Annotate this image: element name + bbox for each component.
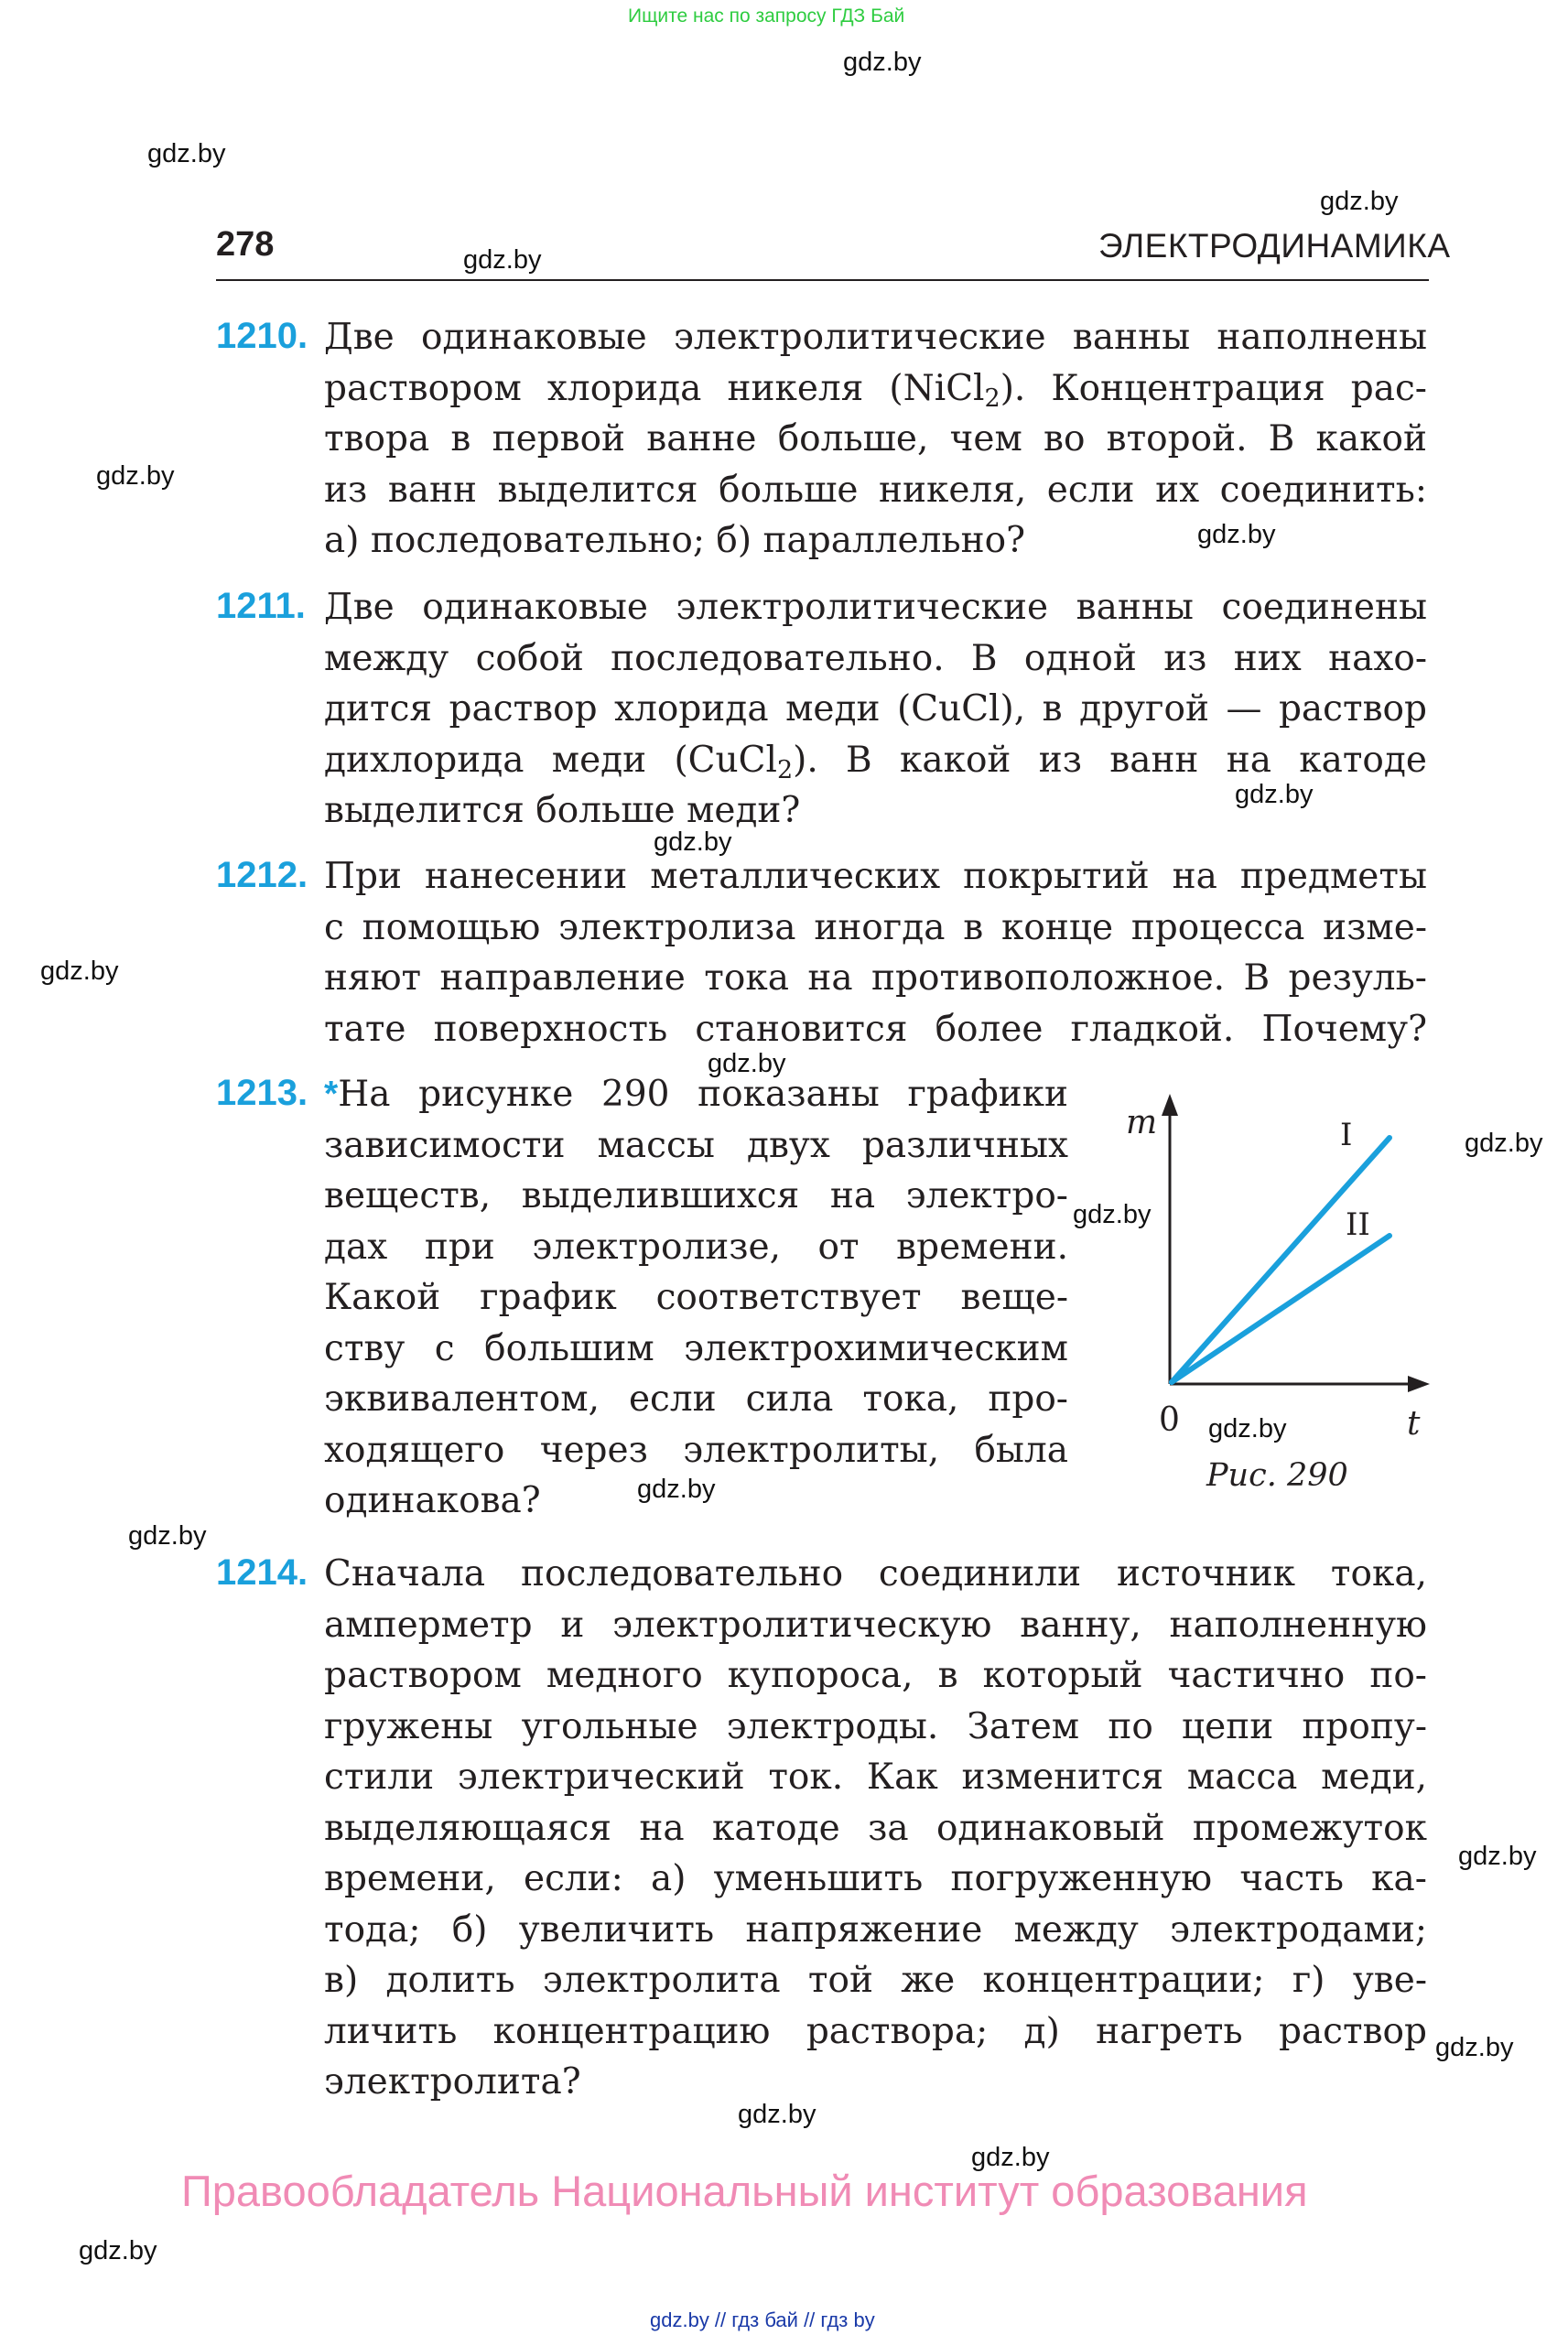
text-line-part: На рисунке 290 показаны графики (338, 1074, 1068, 1115)
text-line: между собой последовательно. В одной из них нахо- (324, 637, 1427, 679)
problem-number: 1210. (216, 316, 308, 356)
text-line-part: ). В какой из ванн на катоде (793, 739, 1427, 781)
text-line: эквивалентом, если сила тока, про- (324, 1378, 1068, 1420)
text-line: При нанесении металлических покрытий на предметы (324, 856, 1427, 897)
text-line: тода; б) увеличить напряжение между электродами; (324, 1908, 1427, 1951)
section-title: ЭЛЕКТРОДИНАМИКА (1098, 227, 1451, 265)
line-label-2: II (1346, 1206, 1370, 1243)
text-line: Сначала последовательно соединили источник тока, (324, 1553, 1427, 1595)
watermark: gdz.by (843, 48, 922, 77)
text-line: дах при электролизе, от времени. (324, 1226, 1068, 1268)
text-line: гружены угольные электроды. Затем по цепи пропу- (324, 1705, 1427, 1747)
problem-number: 1214. (216, 1552, 308, 1593)
origin-label: 0 (1159, 1401, 1180, 1439)
text-line: веществ, выделившихся на электро- (324, 1175, 1068, 1216)
top-banner[interactable]: Ищите нас по запросу ГДЗ Бай (628, 5, 905, 27)
figure-290 (1098, 1085, 1446, 1442)
text-line: раствором медного купороса, в который частично по- (324, 1655, 1427, 1696)
x-axis-arrow-icon (1408, 1376, 1430, 1392)
text-line: электролита? (324, 2061, 581, 2103)
difficulty-star: * (324, 1075, 339, 1114)
text-line: одинакова? (324, 1480, 541, 1521)
text-line: стили электрический ток. Как изменится масса меди, (324, 1757, 1427, 1798)
axis-y-label: m (1126, 1104, 1158, 1141)
text-line: личить концентрацию раствора; д) нагреть раствор (324, 2010, 1427, 2052)
text-line: ходящего через электролиты, была (324, 1429, 1068, 1471)
text-line: твора в первой ванне больше, чем во второй. В какой (324, 418, 1427, 459)
text-line-part: дихлорида меди (CuCl (324, 739, 777, 781)
text-line-part: раствором хлорида никеля (NiCl (324, 367, 985, 409)
text-line-part: ). Концентрация рас- (1000, 367, 1427, 409)
watermark: gdz.by (1458, 1842, 1537, 1871)
text-line: в) долить электролита той же концентрации; г) уве- (324, 1960, 1427, 2001)
page-number: 278 (216, 225, 275, 264)
text-line: Две одинаковые электролитические ванны наполнены (324, 317, 1427, 358)
watermark: gdz.by (971, 2143, 1050, 2172)
subscript: 2 (984, 384, 1000, 413)
watermark: gdz.by (654, 827, 732, 857)
watermark: gdz.by (1465, 1129, 1543, 1158)
text-line: Какой график соответствует веще- (324, 1277, 1068, 1318)
text-line: няют направление тока на противоположное. В резуль- (324, 957, 1427, 999)
problem-1214-text (324, 1549, 1427, 2108)
watermark: gdz.by (79, 2236, 157, 2265)
watermark: gdz.by (1320, 187, 1399, 216)
text-line (324, 735, 1427, 786)
watermark: gdz.by (1435, 2033, 1514, 2062)
watermark: gdz.by (147, 139, 226, 168)
text-line: из ванн выделится больше никеля, если их соединить: (324, 469, 1427, 511)
watermark: gdz.by (128, 1521, 207, 1551)
axis-x-label: t (1407, 1405, 1421, 1442)
watermark: gdz.by (637, 1475, 716, 1504)
text-line (324, 363, 1427, 415)
copyright-notice: Правообладатель Национальный институт образования (181, 2167, 1308, 2215)
figure-caption: Рис. 290 (1206, 1457, 1348, 1494)
text-line: ству с большим электрохимическим (324, 1327, 1068, 1369)
text-line (324, 1069, 1068, 1120)
problem-1212-text (324, 851, 1427, 1054)
problem-1210-text (324, 312, 1427, 567)
problem-1213-text (324, 1069, 1068, 1527)
text-line: зависимости массы двух различных (324, 1124, 1068, 1166)
text-line: выделится больше меди? (324, 790, 801, 831)
problem-number: 1213. (216, 1073, 308, 1113)
text-line: Две одинаковые электролитические ванны соединены (324, 587, 1427, 628)
watermark: gdz.by (708, 1049, 786, 1078)
text-line: дится раствор хлорида меди (CuCl), в другой — раствор (324, 688, 1427, 730)
text-line: времени, если: а) уменьшить погруженную часть ка- (324, 1858, 1427, 1899)
line-label-1: I (1340, 1117, 1353, 1153)
watermark: gdz.by (1208, 1414, 1287, 1443)
header-divider (216, 279, 1429, 281)
y-axis-arrow-icon (1162, 1094, 1178, 1116)
watermark: gdz.by (40, 957, 119, 986)
text-line: а) последовательно; б) параллельно? (324, 520, 1025, 561)
watermark: gdz.by (1235, 780, 1314, 809)
problem-number: 1211. (216, 586, 306, 626)
text-line: амперметр и электролитическую ванну, наполненную (324, 1604, 1427, 1646)
watermark: gdz.by (463, 245, 542, 275)
subscript: 2 (776, 755, 794, 784)
watermark: gdz.by (738, 2100, 816, 2129)
problem-1211-text (324, 582, 1427, 837)
watermark: gdz.by (1197, 520, 1276, 549)
problem-number: 1212. (216, 855, 308, 895)
text-line: с помощью электролиза иногда в конце процесса изме- (324, 906, 1427, 948)
watermark: gdz.by (96, 461, 175, 491)
text-line: тате поверхность становится более гладкой. Почему? (324, 1008, 1427, 1050)
bottom-links[interactable]: gdz.by // гдз бай // гдз by (650, 2308, 875, 2331)
text-line: выделяющаяся на катоде за одинаковый промежуток (324, 1807, 1427, 1849)
watermark: gdz.by (1073, 1200, 1152, 1229)
